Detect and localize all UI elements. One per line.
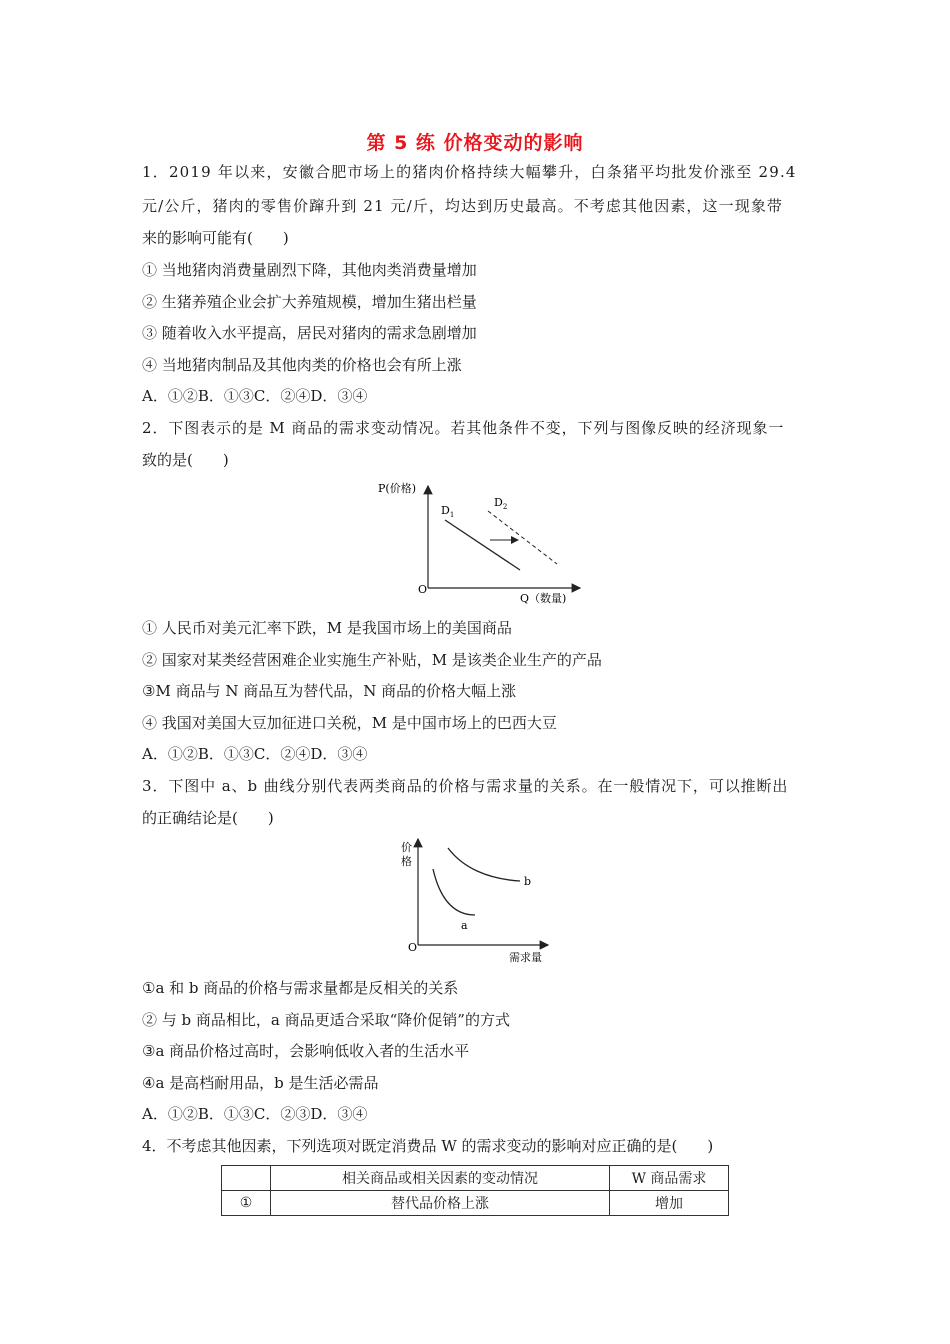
q3-stem-line2: 的正确结论是( ) (142, 809, 274, 827)
q3-x-axis-label: 需求量 (509, 951, 542, 964)
table-cell: 增加 (610, 1191, 729, 1216)
q2-option-2: ② 国家对某类经营困难企业实施生产补贴，M 是该类企业生产的产品 (142, 651, 602, 669)
table-cell: 替代品价格上涨 (271, 1191, 610, 1216)
q2-d2-label: $D_2$ (494, 496, 508, 511)
q1-option-2: ② 生猪养殖企业会扩大养殖规模，增加生猪出栏量 (142, 293, 477, 311)
q3-curve-a (433, 869, 475, 915)
q2-option-3: ③M 商品与 N 商品互为替代品，N 商品的价格大幅上涨 (142, 682, 517, 700)
q2-curve-d1 (445, 520, 520, 570)
q3-option-4: ④a 是高档耐用品，b 是生活必需品 (142, 1074, 379, 1092)
q2-stem-line1: 2．下图表示的是 M 商品的需求变动情况。若其他条件不变，下列与图像反映的经济现象一 (142, 419, 785, 437)
q2-option-4: ④ 我国对美国大豆加征进口关税，M 是中国市场上的巴西大豆 (142, 714, 557, 732)
q1-answer-choices: A．①②B．①③C．②④D．③④ (142, 387, 368, 405)
table-header-cell (222, 1166, 271, 1191)
q1-option-3: ③ 随着收入水平提高，居民对猪肉的需求急剧增加 (142, 324, 477, 342)
q2-x-axis-label: Q（数量) (520, 592, 567, 605)
q3-curve-b (448, 848, 520, 881)
q2-stem-line2: 致的是( ) (142, 451, 229, 469)
q4-table (221, 1165, 729, 1216)
q1-stem-line3: 来的影响可能有( ) (142, 229, 289, 247)
q3-price-demand-diagram (393, 835, 563, 970)
q3-y-axis-label-2: 格 (401, 855, 412, 868)
page-title: 第 5 练 价格变动的影响 (366, 132, 584, 154)
q3-curve-a-label: a (461, 919, 468, 932)
q1-option-1: ① 当地猪肉消费量剧烈下降，其他肉类消费量增加 (142, 261, 477, 279)
q3-answer-choices: A．①②B．①③C．②③D．③④ (142, 1105, 368, 1123)
q4-stem: 4．不考虑其他因素，下列选项对既定消费品 W 的需求变动的影响对应正确的是( ) (142, 1137, 714, 1155)
table-row (222, 1191, 729, 1216)
q2-demand-shift-diagram (370, 478, 590, 608)
q1-option-4: ④ 当地猪肉制品及其他肉类的价格也会有所上涨 (142, 356, 462, 374)
q3-option-2: ② 与 b 商品相比，a 商品更适合采取“降价促销”的方式 (142, 1011, 510, 1029)
q3-stem-line1: 3．下图中 a、b 曲线分别代表两类商品的价格与需求量的关系。在一般情况下，可以推断出 (142, 777, 789, 795)
q2-y-axis-label: P(价格) (378, 482, 416, 495)
table-header-row (222, 1166, 729, 1191)
table-header-cell: W 商品需求 (610, 1166, 729, 1191)
table-header-cell: 相关商品或相关因素的变动情况 (271, 1166, 610, 1191)
q3-option-1: ①a 和 b 商品的价格与需求量都是反相关的关系 (142, 979, 459, 997)
q3-option-3: ③a 商品价格过高时，会影响低收入者的生活水平 (142, 1042, 470, 1060)
q3-y-axis-label-1: 价 (401, 841, 412, 854)
q2-d1-label: $D_1$ (441, 504, 455, 519)
table-cell: ① (222, 1191, 271, 1216)
q2-option-1: ① 人民币对美元汇率下跌，M 是我国市场上的美国商品 (142, 619, 512, 637)
q3-origin-label: O (408, 941, 418, 954)
q1-stem-line2: 元/公斤，猪肉的零售价蹿升到 21 元/斤，均达到历史最高。不考虑其他因素，这一现象带 (142, 197, 784, 215)
q1-stem-line1: 1．2019 年以来，安徽合肥市场上的猪肉价格持续大幅攀升，白条猪平均批发价涨至 29.4 (142, 163, 797, 181)
q2-answer-choices: A．①②B．①③C．②④D．③④ (142, 745, 368, 763)
q3-curve-b-label: b (524, 875, 532, 888)
q2-origin-label: O (418, 583, 428, 596)
